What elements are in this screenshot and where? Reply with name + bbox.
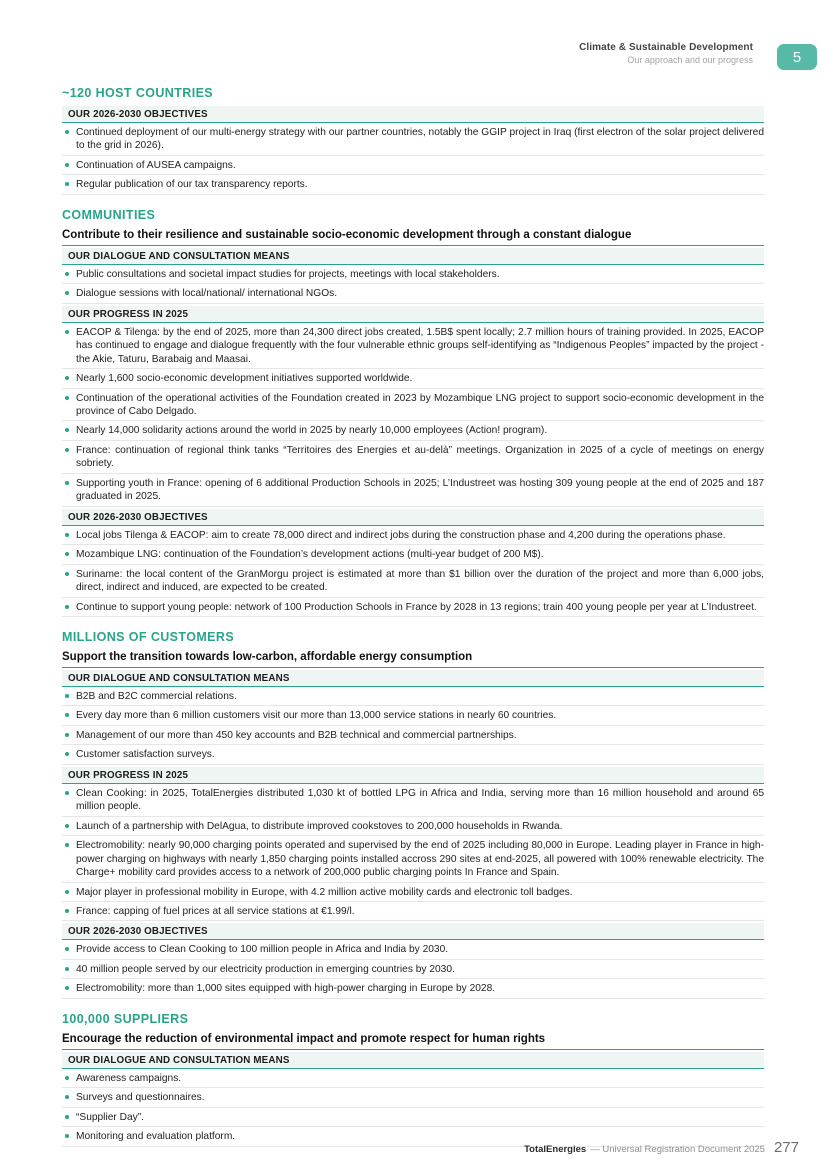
bullet-text: Continued deployment of our multi-energy strategy with our partner countries, notably the GGIP project in Iraq (first electron of the solar project delivered to the grid in 2026). — [76, 127, 764, 152]
bullet-icon — [65, 376, 69, 380]
block-label: OUR 2026-2030 OBJECTIVES — [62, 923, 764, 940]
bullet-text: Monitoring and evaluation platform. — [76, 1131, 236, 1143]
bullet-text: France: capping of fuel prices at all service stations at €1.99/l. — [76, 905, 355, 917]
bullet-icon — [65, 163, 69, 167]
block-label: OUR 2026-2030 OBJECTIVES — [62, 509, 764, 526]
bullet-list — [62, 784, 764, 922]
bullet-text: “Supplier Day”. — [76, 1111, 144, 1123]
bullet-icon — [65, 733, 69, 737]
list-item — [62, 784, 764, 817]
bullet-icon — [65, 1076, 69, 1080]
footer-doc-title: — Universal Registration Document 2025 — [590, 1144, 765, 1155]
block — [62, 248, 764, 304]
bullet-text: Continuation of AUSEA campaigns. — [76, 159, 236, 171]
list-item — [62, 474, 764, 507]
list-item — [62, 598, 764, 617]
section-blocks — [62, 106, 764, 195]
bullet-list — [62, 323, 764, 507]
bullet-icon — [65, 330, 69, 334]
list-item — [62, 323, 764, 369]
bullet-icon — [65, 533, 69, 537]
bullet-text: Local jobs Tilenga & EACOP: aim to create 78,000 direct and indirect jobs during the construction phase and 4,200 during the operations phase. — [76, 529, 726, 541]
bullet-text: France: continuation of regional think tanks “Territoires des Energies et au-delà” meetings. Organization in 2025 of a cycle of meetings on energy sobriety. — [76, 444, 764, 470]
block-label: OUR DIALOGUE AND CONSULTATION MEANS — [62, 670, 764, 687]
list-item — [62, 123, 764, 156]
bullet-list — [62, 940, 764, 998]
list-item — [62, 902, 764, 921]
bullet-text: Public consultations and societal impact studies for projects, meetings with local stakeholders. — [76, 268, 500, 280]
bullet-text: Launch of a partnership with DelAgua, to distribute improved cookstoves to 200,000 households in Rwanda. — [76, 820, 563, 832]
bullet-icon — [65, 1134, 69, 1138]
list-item — [62, 526, 764, 545]
bullet-icon — [65, 1095, 69, 1099]
bullet-text: Electromobility: nearly 90,000 charging points operated and supervised by the end of 2025 including 80,000 in Europe. Leading player in France in high-power charging on highways with nearly 1,850 charging points installed accross 290 sites at end-2025, all powered with 100% renewable electricity. The Charge+ mobility card provides access to a network of 200,000 public charging points In France and Spain. — [76, 840, 764, 879]
bullet-icon — [65, 291, 69, 295]
bullet-icon — [65, 552, 69, 556]
page-header — [579, 42, 753, 65]
section — [62, 630, 764, 999]
section-subtitle: Support the transition towards low-carbon, affordable energy consumption — [62, 650, 764, 668]
section — [62, 86, 764, 195]
bullet-icon — [65, 694, 69, 698]
list-item — [62, 1088, 764, 1107]
list-item — [62, 175, 764, 194]
list-item — [62, 565, 764, 598]
bullet-icon — [65, 967, 69, 971]
bullet-text: Nearly 1,600 socio-economic development initiatives supported worldwide. — [76, 373, 413, 385]
bullet-text: Awareness campaigns. — [76, 1072, 182, 1084]
section-title: MILLIONS OF CUSTOMERS — [62, 629, 235, 644]
section-title: 100,000 SUPPLIERS — [62, 1011, 189, 1026]
list-item — [62, 369, 764, 388]
bullet-icon — [65, 182, 69, 186]
bullet-icon — [65, 713, 69, 717]
block-label: OUR DIALOGUE AND CONSULTATION MEANS — [62, 248, 764, 265]
block — [62, 1052, 764, 1147]
bullet-text: Suriname: the local content of the GranMorgu project is estimated at more than $1 billion over the duration of the project and more than 6,000 jobs, direct, indirect and induced, are expected to be created. — [76, 568, 764, 594]
bullet-icon — [65, 448, 69, 452]
list-item — [62, 883, 764, 902]
list-item — [62, 1108, 764, 1127]
block — [62, 306, 764, 507]
bullet-icon — [65, 947, 69, 951]
bullet-text: Mozambique LNG: continuation of the Foundation’s development actions (multi-year budget of 200 M$). — [76, 549, 544, 561]
bullet-icon — [65, 1115, 69, 1119]
bullet-icon — [65, 428, 69, 432]
header-subtitle: Our approach and our progress — [627, 55, 753, 65]
block — [62, 923, 764, 998]
bullet-text: Continuation of the operational activities of the Foundation created in 2023 by Mozambique LNG project to support socio-economic development in the province of Cabo Delgado. — [76, 392, 764, 417]
bullet-icon — [65, 272, 69, 276]
list-item — [62, 706, 764, 725]
block — [62, 670, 764, 765]
bullet-text: Electromobility: more than 1,000 sites equipped with high-power charging in Europe by 2028. — [76, 983, 496, 995]
list-item — [62, 441, 764, 474]
block-label: OUR DIALOGUE AND CONSULTATION MEANS — [62, 1052, 764, 1069]
bullet-text: Major player in professional mobility in Europe, with 4.2 million active mobility cards and electronic toll badges. — [76, 886, 573, 898]
content-area — [62, 86, 764, 1147]
list-item — [62, 817, 764, 836]
bullet-icon — [65, 986, 69, 990]
bullet-icon — [65, 890, 69, 894]
list-item — [62, 726, 764, 745]
list-item — [62, 960, 764, 979]
list-item — [62, 284, 764, 303]
section-subtitle: Contribute to their resilience and sustainable socio-economic development through a constant dialogue — [62, 228, 764, 246]
bullet-text: EACOP & Tilenga: by the end of 2025, more than 24,300 direct jobs created, 1.5B$ spent locally; 2.7 million hours of training provided. In 2025, EACOP has continued to engage and dialogue frequently with the four vulnerable ethnic groups self-identifying as “Indigenous Peoples” impacted by the project - the Akie, Taturu, Barabaig and Maasai. — [76, 326, 764, 365]
bullet-text: Dialogue sessions with local/national/ international NGOs. — [76, 288, 338, 300]
bullet-text: Customer satisfaction surveys. — [76, 749, 215, 761]
block-label: OUR PROGRESS IN 2025 — [62, 306, 764, 323]
bullet-icon — [65, 843, 69, 847]
bullet-icon — [65, 791, 69, 795]
section-title: COMMUNITIES — [62, 207, 156, 222]
section-title: ~120 HOST COUNTRIES — [62, 86, 214, 100]
section-blocks — [62, 670, 764, 999]
section-subtitle: Encourage the reduction of environmental impact and promote respect for human rights — [62, 1032, 764, 1050]
bullet-text: Provide access to Clean Cooking to 100 million people in Africa and India by 2030. — [76, 944, 449, 956]
page-footer — [524, 1139, 799, 1156]
block-label: OUR 2026-2030 OBJECTIVES — [62, 106, 764, 123]
bullet-icon — [65, 572, 69, 576]
bullet-text: B2B and B2C commercial relations. — [76, 690, 237, 702]
bullet-list — [62, 123, 764, 195]
block — [62, 767, 764, 922]
section-blocks — [62, 1052, 764, 1147]
bullet-icon — [65, 481, 69, 485]
bullet-text: Nearly 14,000 solidarity actions around the world in 2025 by nearly 10,000 employees (Action! program). — [76, 425, 548, 437]
section — [62, 208, 764, 617]
block — [62, 106, 764, 195]
bullet-text: Clean Cooking: in 2025, TotalEnergies distributed 1,030 kt of bottled LPG in Africa and India, serving more than 16 million household and around 65 million people. — [76, 787, 764, 813]
footer-brand: TotalEnergies — [524, 1144, 587, 1155]
bullet-icon — [65, 824, 69, 828]
list-item — [62, 836, 764, 882]
list-item — [62, 979, 764, 998]
block — [62, 509, 764, 617]
list-item — [62, 687, 764, 706]
bullet-list — [62, 265, 764, 304]
bullet-icon — [65, 909, 69, 913]
bullet-text: Regular publication of our tax transparency reports. — [76, 179, 308, 191]
list-item — [62, 156, 764, 175]
list-item — [62, 1069, 764, 1088]
list-item — [62, 745, 764, 764]
bullet-list — [62, 687, 764, 765]
bullet-text: Every day more than 6 million customers visit our more than 13,000 service stations in nearly 60 countries. — [76, 710, 557, 722]
list-item — [62, 940, 764, 959]
block-label: OUR PROGRESS IN 2025 — [62, 767, 764, 784]
bullet-list — [62, 526, 764, 617]
list-item — [62, 421, 764, 440]
chapter-number-badge: 5 — [777, 44, 817, 70]
list-item — [62, 389, 764, 422]
bullet-text: Management of our more than 450 key accounts and B2B technical and commercial partnerships. — [76, 729, 517, 741]
bullet-icon — [65, 396, 69, 400]
list-item — [62, 545, 764, 564]
bullet-text: 40 million people served by our electricity production in emerging countries by 2030. — [76, 963, 455, 975]
section-blocks — [62, 248, 764, 617]
bullet-icon — [65, 605, 69, 609]
footer-page-number: 277 — [773, 1139, 799, 1156]
bullet-icon — [65, 130, 69, 134]
list-item — [62, 265, 764, 284]
bullet-list — [62, 1069, 764, 1147]
bullet-text: Continue to support young people: network of 100 Production Schools in France by 2028 in 13 regions; train 400 young people per year at L’Industreet. — [76, 601, 757, 613]
bullet-icon — [65, 752, 69, 756]
bullet-text: Surveys and questionnaires. — [76, 1092, 205, 1104]
header-title: Climate & Sustainable Development — [579, 42, 753, 53]
section — [62, 1012, 764, 1147]
bullet-text: Supporting youth in France: opening of 6 additional Production Schools in 2025; L’Industreet was hosting 309 young people at the end of 2025 and 187 graduated in 2025. — [76, 477, 764, 503]
